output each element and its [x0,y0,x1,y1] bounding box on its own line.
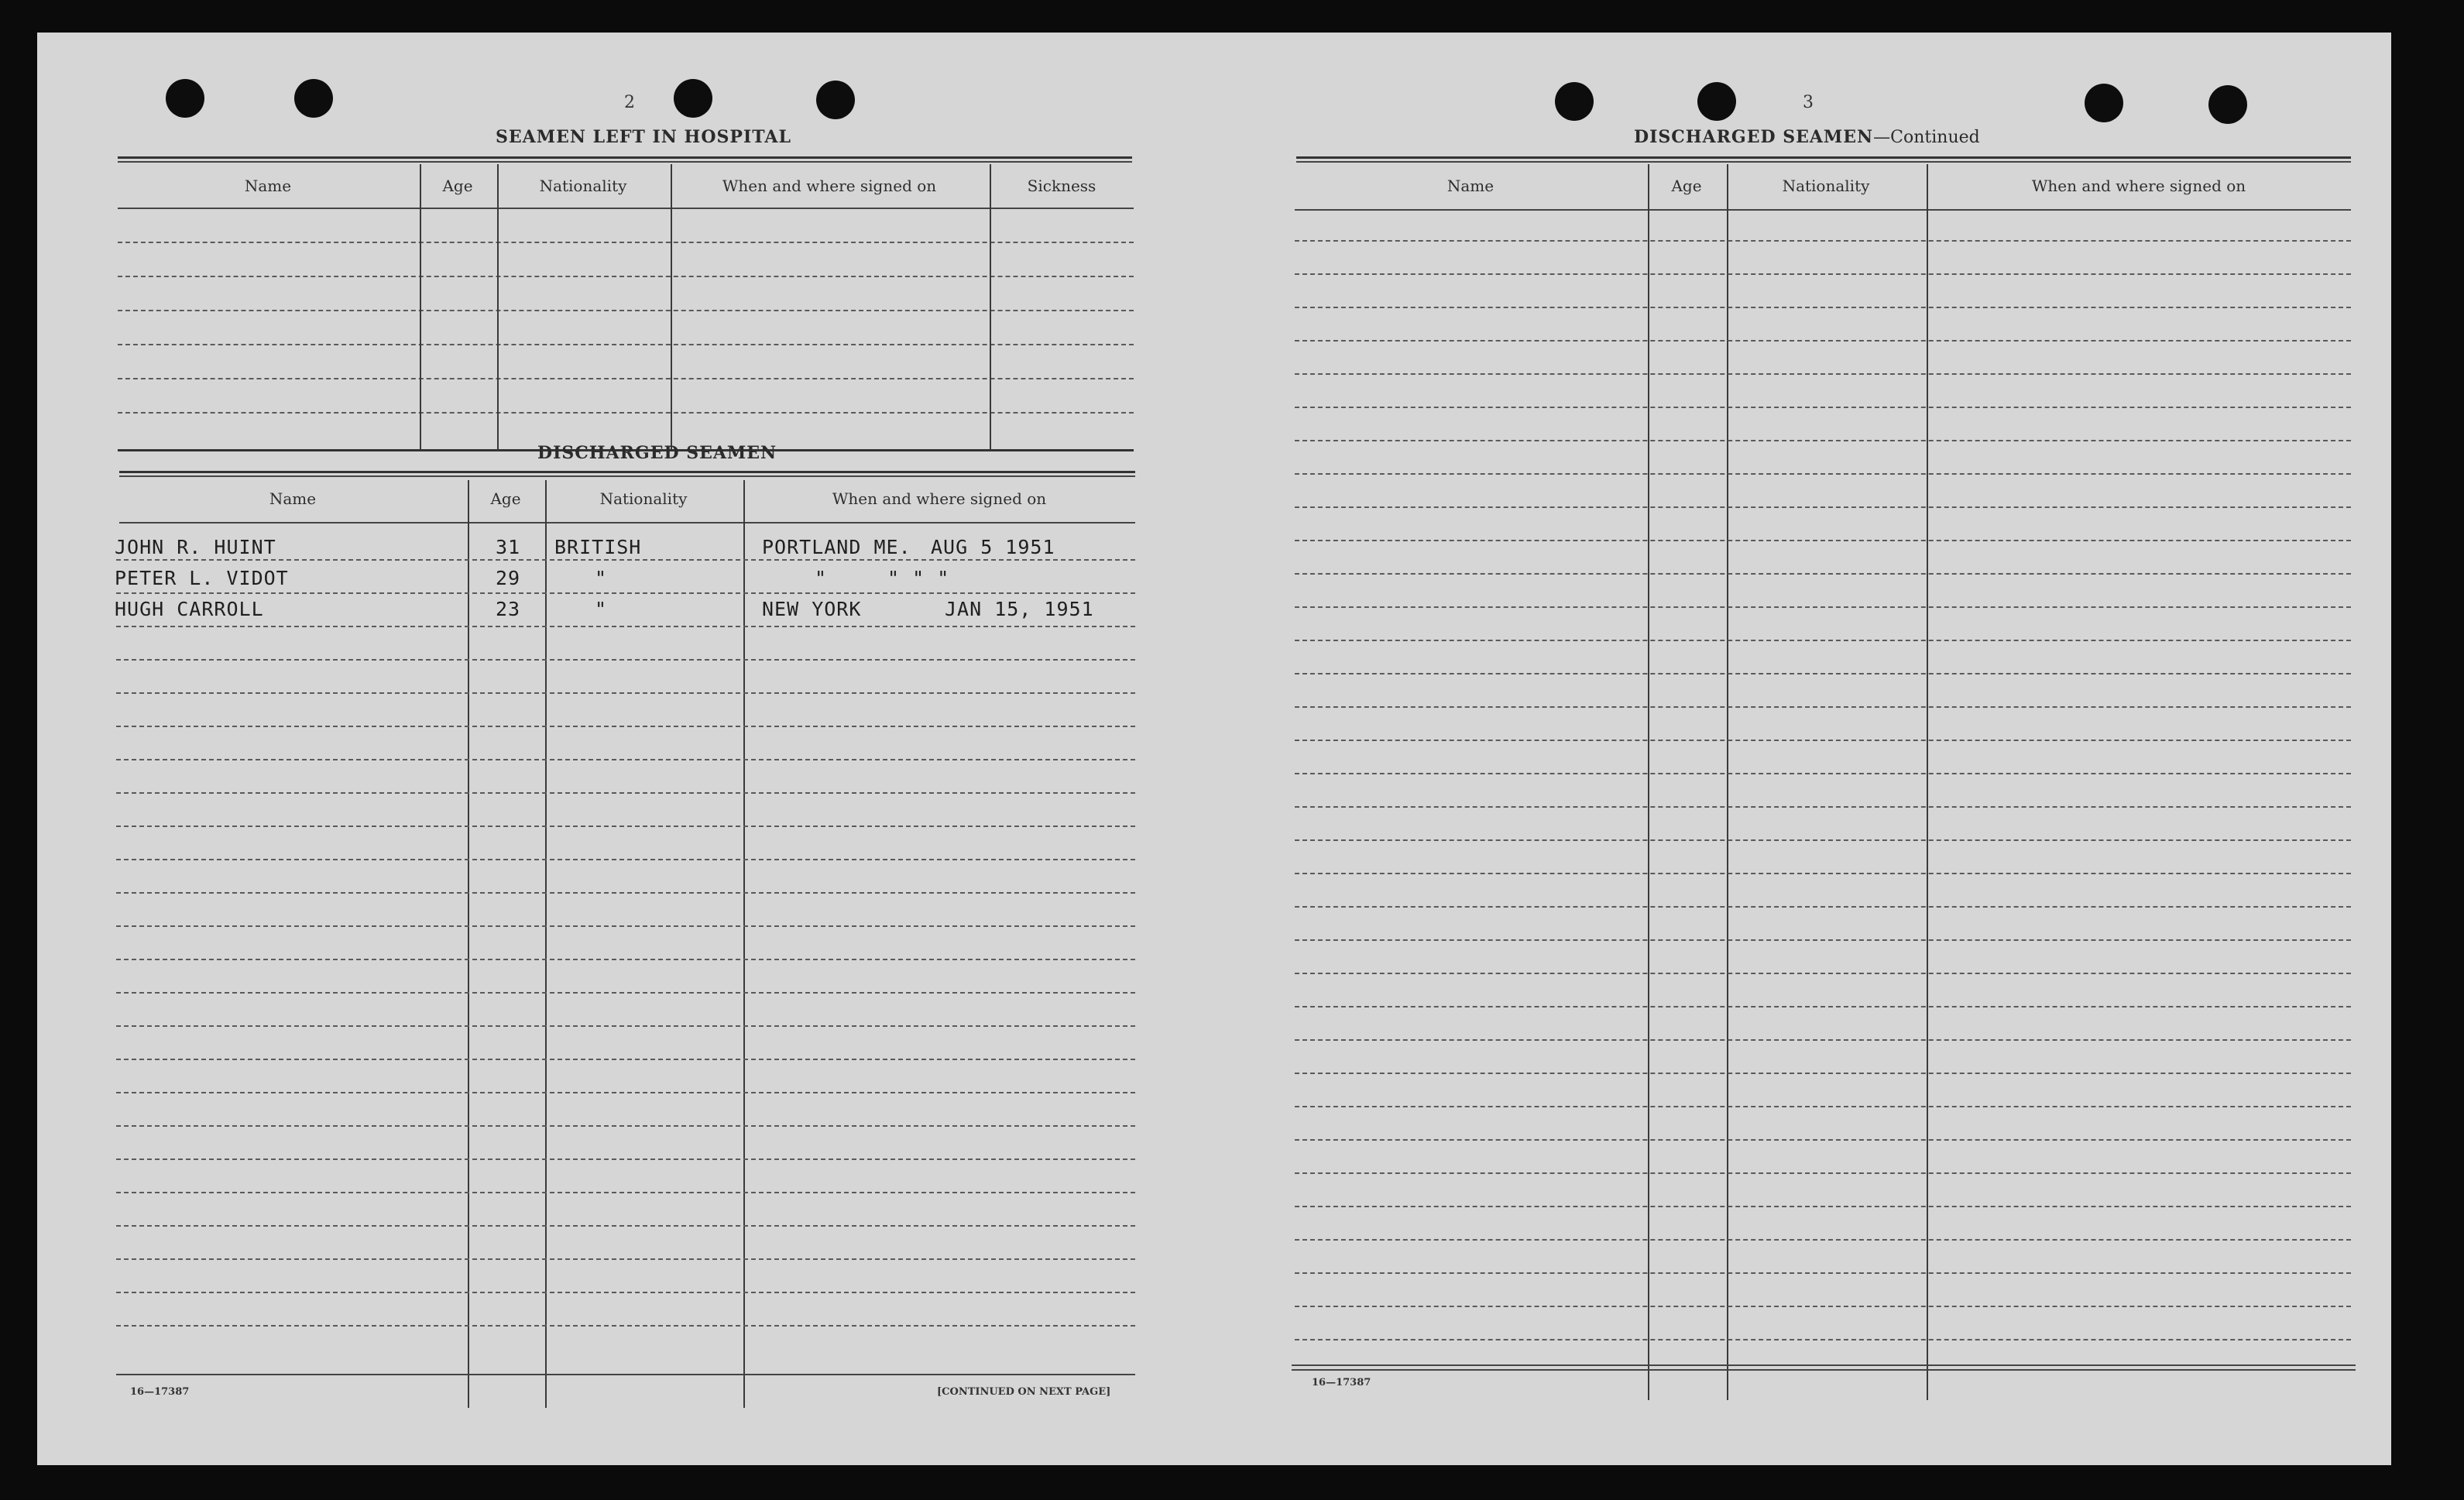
row-line [116,592,1135,594]
punch-hole [1555,82,1594,121]
row-line [1295,1006,2351,1007]
row-line [1295,773,2351,774]
row-line [1295,573,2351,575]
row-line [116,1158,1135,1160]
row-line [116,626,1135,627]
row-line [116,1125,1135,1127]
row-line [1295,740,2351,741]
seaman-age: 29 [496,567,521,589]
hospital-header-age: Age [442,177,473,195]
hospital-top-rule [118,156,1132,159]
seaman-signed-on-place: PORTLAND ME. [762,536,911,558]
right-header-nationality: Nationality [1782,177,1870,195]
discharged-header-name: Name [269,489,317,508]
discharged-bottom-rule [116,1374,1135,1375]
right-bottom-rule-2 [1292,1369,2356,1371]
column-divider [1727,164,1728,1400]
seaman-age: 23 [496,598,521,620]
row-line [116,892,1135,894]
row-line [116,826,1135,827]
seaman-signed-on-date: AUG 5 1951 [931,536,1055,558]
right-header-rule [1295,209,2351,211]
column-divider [990,164,991,451]
row-line [116,1225,1135,1227]
column-divider [671,164,672,451]
row-line [116,1325,1135,1327]
row-line [118,412,1134,414]
row-line [1295,806,2351,808]
discharged-header-rule [119,522,1135,523]
row-line [1295,839,2351,841]
row-line [1295,540,2351,541]
continued-suffix: —Continued [1873,128,1980,147]
row-line [1295,640,2351,641]
hospital-header-rule [118,208,1134,209]
punch-hole [674,79,712,118]
row-line [116,726,1135,727]
discharged-top-rule [119,471,1135,473]
seaman-name: HUGH CARROLL [115,598,264,620]
seaman-signed-on-place: NEW YORK [762,598,862,620]
hospital-top-rule-2 [118,161,1132,163]
column-divider [468,480,469,1408]
row-line [1295,1239,2351,1241]
right-top-rule [1296,156,2351,159]
form-number-right: 16—17387 [1312,1377,1371,1388]
hospital-header-sickness: Sickness [1027,177,1096,195]
page-number-left: 2 [624,93,635,112]
page-number-right: 3 [1803,93,1814,112]
row-line [1295,407,2351,408]
row-line [1295,373,2351,375]
row-line [1295,506,2351,508]
row-line [1295,473,2351,475]
column-divider [1648,164,1649,1400]
column-divider [497,164,499,451]
row-line [116,659,1135,661]
row-line [118,344,1134,345]
row-line [1295,240,2351,242]
form-sheet [37,33,2391,1465]
seaman-age: 31 [496,536,521,558]
discharged-header-nationality: Nationality [599,489,688,508]
row-line [1295,1306,2351,1307]
row-line [116,992,1135,994]
row-line [116,792,1135,794]
column-divider [545,480,547,1408]
right-header-signed-on: When and where signed on [2031,177,2246,195]
row-line [1295,1172,2351,1174]
row-line [1295,873,2351,874]
row-line [1295,706,2351,708]
row-line [1295,440,2351,441]
row-line [1295,273,2351,275]
seaman-nationality: " [595,567,608,589]
seaman-signed-on-date: " " " [887,567,950,589]
discharged-continued-title [1634,127,1980,147]
row-line [118,242,1134,243]
row-line [116,692,1135,694]
row-line [1295,1272,2351,1274]
column-divider [420,164,421,451]
row-line [116,959,1135,960]
row-line [1295,307,2351,308]
punch-hole [1697,82,1736,121]
hospital-header-signed-on: When and where signed on [722,177,937,195]
punch-hole [816,81,855,119]
hospital-section-title: SEAMEN LEFT IN HOSPITAL [496,127,791,147]
row-line [116,559,1135,561]
row-line [116,1192,1135,1193]
row-line [1295,973,2351,974]
form-number-left: 16—17387 [130,1386,190,1398]
row-line [1295,606,2351,608]
row-line [116,925,1135,927]
row-line [1295,906,2351,908]
right-header-name: Name [1446,177,1495,195]
row-line [1295,1039,2351,1041]
discharged-continued-title-text: DISCHARGED SEAMEN [1634,127,1874,147]
row-line [1295,340,2351,342]
row-line [1295,1339,2351,1340]
right-header-age: Age [1671,177,1702,195]
right-top-rule-2 [1296,161,2351,163]
seaman-nationality: BRITISH [554,536,642,558]
row-line [1295,1073,2351,1074]
discharged-header-signed-on: When and where signed on [832,489,1047,508]
right-bottom-rule [1292,1364,2356,1366]
column-divider [1927,164,1928,1400]
hospital-header-nationality: Nationality [539,177,627,195]
continued-note: [CONTINUED ON NEXT PAGE] [937,1386,1111,1398]
row-line [118,378,1134,379]
row-line [118,310,1134,311]
hospital-header-name: Name [244,177,292,195]
discharged-section-title: DISCHARGED SEAMEN [537,443,777,463]
row-line [1295,939,2351,941]
seaman-name: JOHN R. HUINT [115,536,276,558]
row-line [118,276,1134,277]
row-line [116,759,1135,760]
punch-hole [166,79,204,118]
punch-hole [2208,85,2247,124]
seaman-signed-on-place: " [815,567,828,589]
seaman-name: PETER L. VIDOT [115,567,289,589]
row-line [116,1092,1135,1093]
discharged-top-rule-2 [119,475,1135,477]
row-line [116,859,1135,860]
row-line [1295,673,2351,674]
seaman-nationality: " [595,598,608,620]
row-line [116,1059,1135,1060]
punch-hole [294,79,333,118]
row-line [116,1258,1135,1260]
row-line [1295,1106,2351,1107]
row-line [1295,1206,2351,1207]
seaman-signed-on-date: JAN 15, 1951 [945,598,1094,620]
row-line [1295,1139,2351,1141]
row-line [116,1025,1135,1027]
punch-hole [2085,84,2123,122]
row-line [116,1292,1135,1293]
column-divider [743,480,745,1408]
discharged-header-age: Age [490,489,521,508]
